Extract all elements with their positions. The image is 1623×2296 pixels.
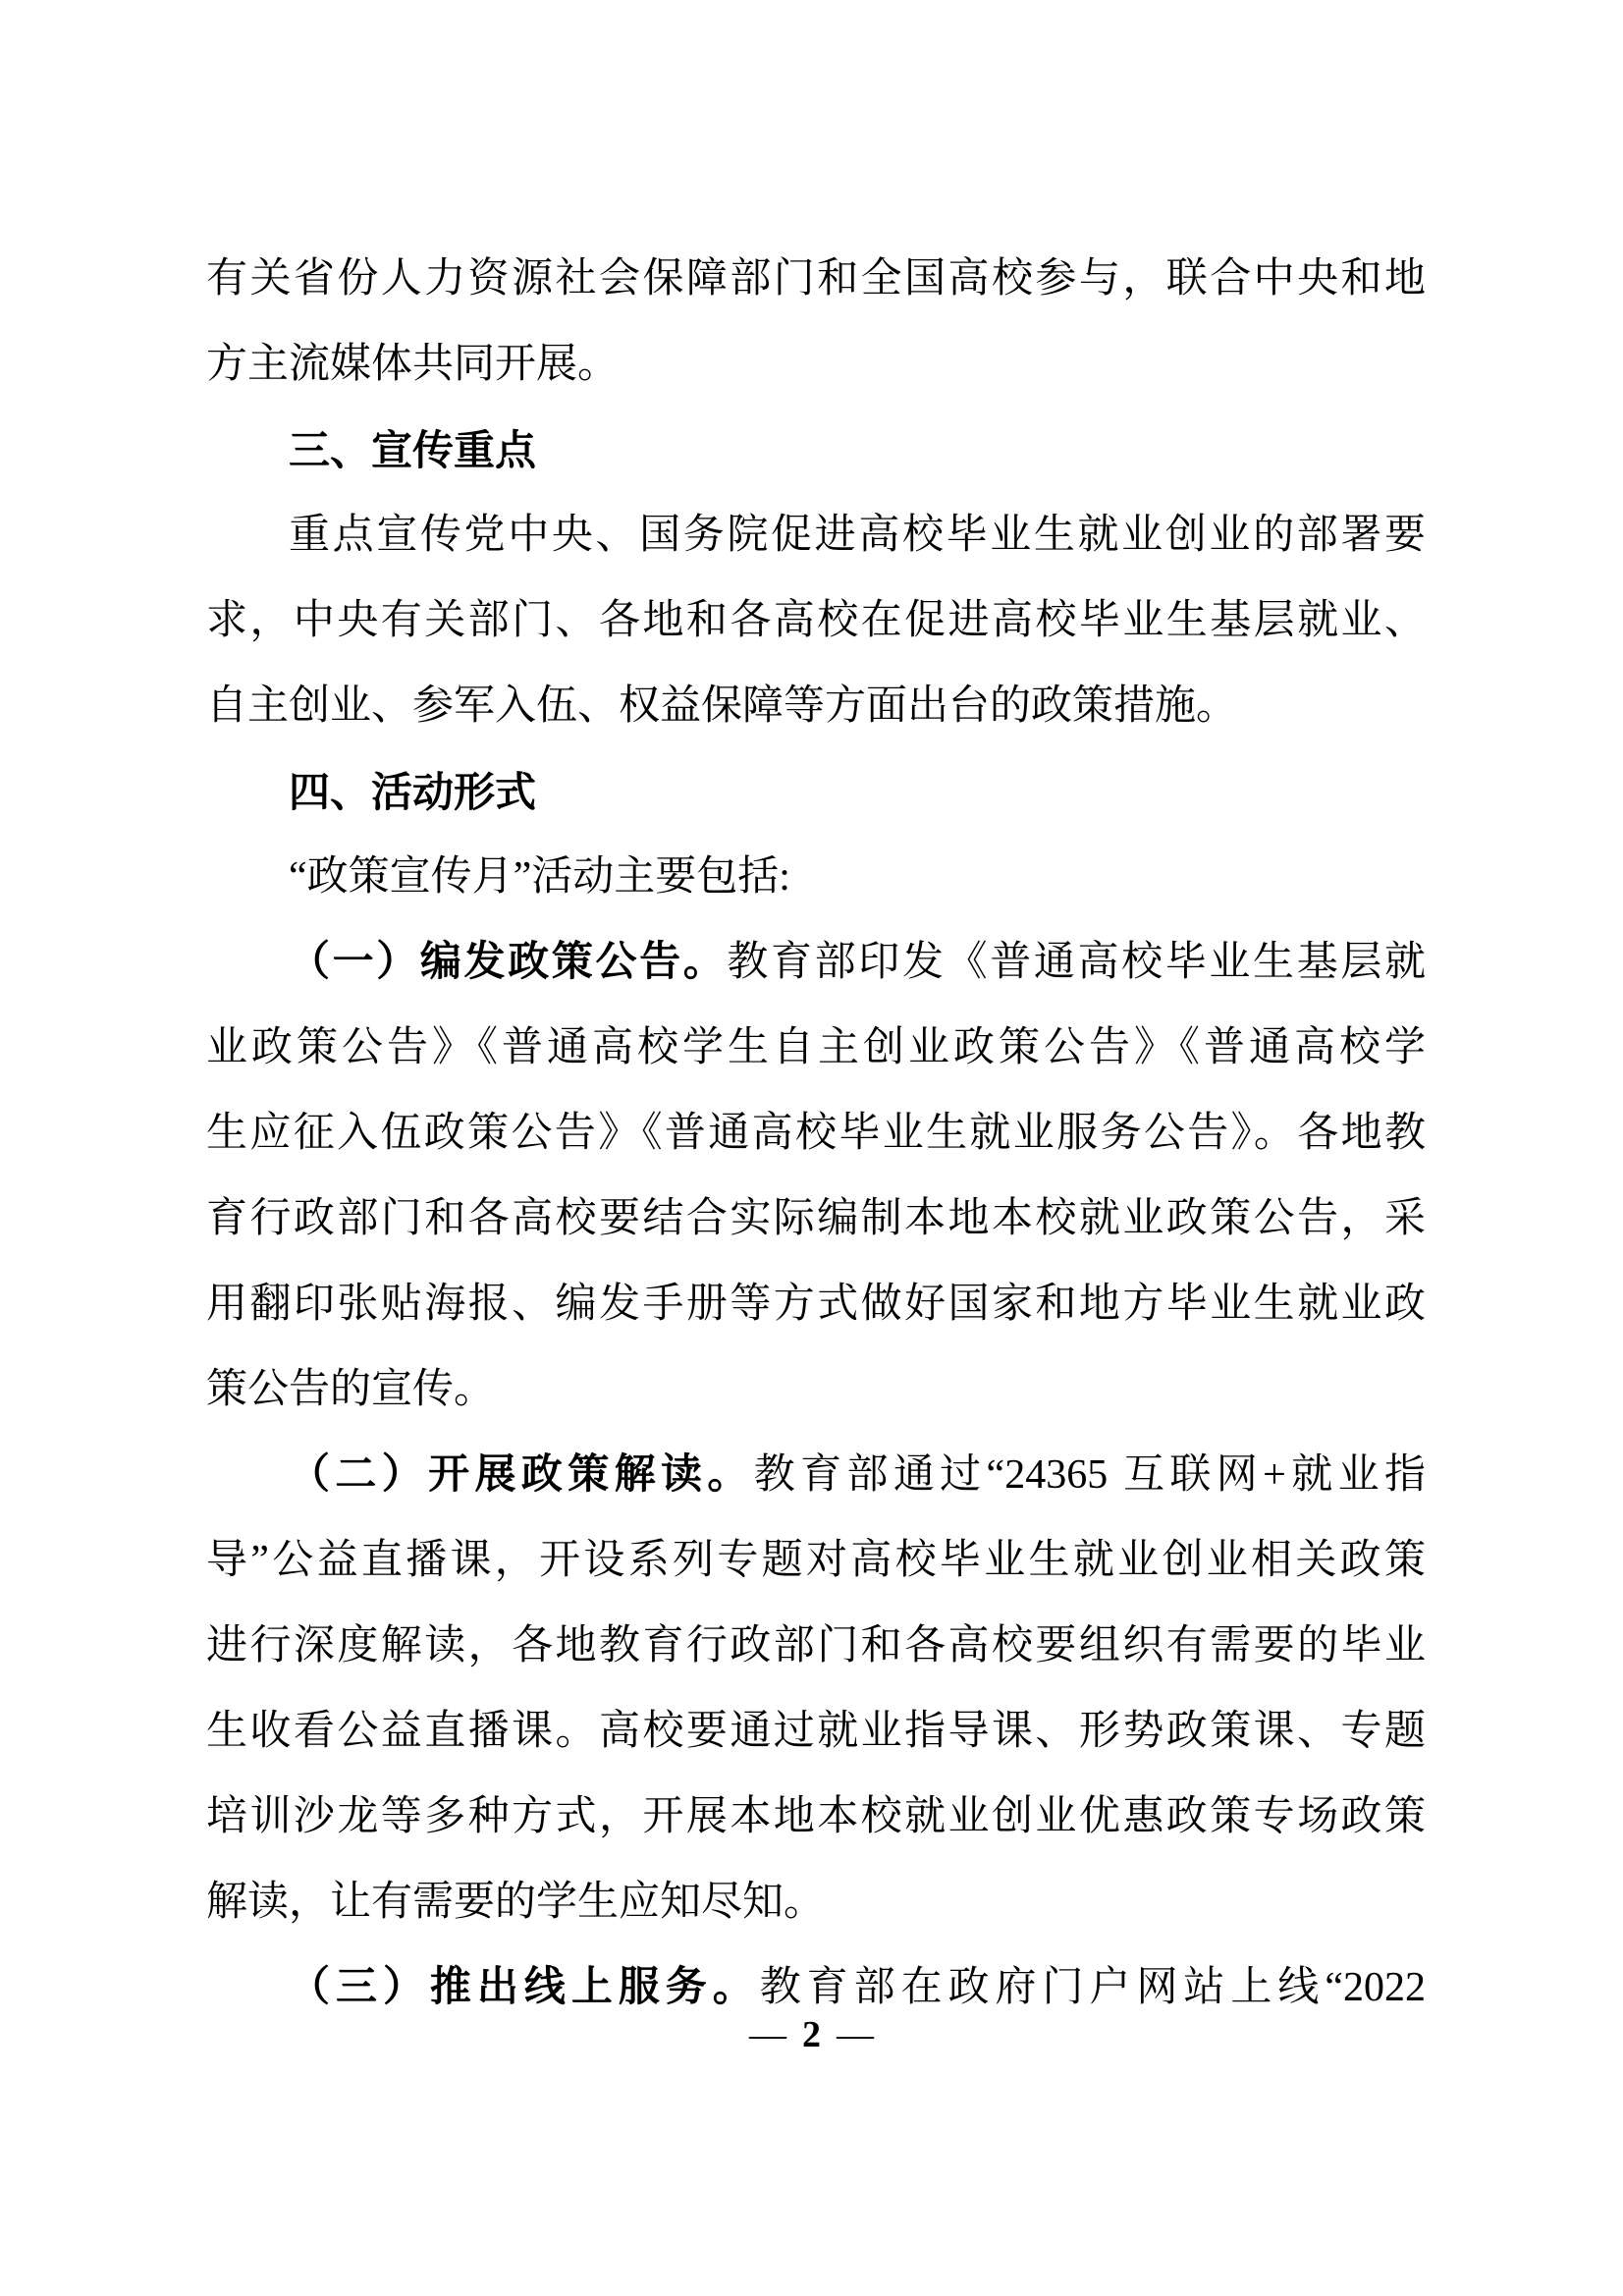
text-line (206, 1091, 1426, 1176)
text-line (206, 1262, 1426, 1347)
line-text: 有关省份人力资源社会保障部门和全国高校参与，联合中央和地 (206, 256, 1426, 301)
text-line (206, 1860, 1426, 1945)
line-text: 三、宣传重点 (289, 427, 537, 473)
line-text: 导”公益直播课，开设系列专题对高校毕业生就业创业相关政策 (206, 1538, 1426, 1583)
text-line (206, 322, 1426, 408)
paragraph-lead: （三）推出线上服务。 (289, 1965, 760, 2010)
text-line (206, 493, 1426, 578)
line-text: 进行深度解读，各地教育行政部门和各高校要组织有需要的毕业 (206, 1623, 1426, 1668)
text-line (206, 1518, 1426, 1604)
line-text: 教育部印发《普通高校毕业生基层就 (727, 940, 1426, 985)
line-text: 求，中央有关部门、各地和各高校在促进高校毕业生基层就业、 (206, 598, 1426, 643)
line-text: 用翻印张贴海报、编发手册等方式做好国家和地方毕业生就业政 (206, 1282, 1426, 1327)
text-line (206, 1006, 1426, 1091)
paragraph-lead: （一）编发政策公告。 (289, 940, 728, 985)
text-line (206, 237, 1426, 322)
text-line (206, 749, 1426, 835)
paragraph-lead: （二）开展政策解读。 (289, 1452, 754, 1498)
text-line (206, 1347, 1426, 1433)
line-text: 策公告的宣传。 (206, 1367, 496, 1412)
text-line (206, 578, 1426, 664)
line-text: 生收看公益直播课。高校要通过就业指导课、形势政策课、专题 (206, 1709, 1426, 1754)
line-text: 解读，让有需要的学生应知尽知。 (206, 1880, 826, 1925)
page-footer (0, 2013, 1623, 2056)
text-line (206, 664, 1426, 749)
text-line (206, 408, 1426, 493)
text-line (206, 1433, 1426, 1518)
line-text: 培训沙龙等多种方式，开展本地本校就业创业优惠政策专场政策 (206, 1794, 1426, 1839)
line-text: “政策宣传月”活动主要包括: (289, 854, 790, 900)
line-text: 生应征入伍政策公告》《普通高校毕业生就业服务公告》。各地教 (206, 1111, 1426, 1156)
line-text: 四、活动形式 (289, 769, 537, 815)
line-text: 自主创业、参军入伍、权益保障等方面出台的政策措施。 (206, 683, 1238, 729)
line-text: 教育部在政府门户网站上线“2022 (759, 1965, 1426, 2010)
line-text: 方主流媒体共同开展。 (206, 342, 620, 387)
text-line (206, 920, 1426, 1006)
line-text: 重点宣传党中央、国务院促进高校毕业生就业创业的部署要 (289, 513, 1426, 558)
footer-dash-right: — (837, 2014, 874, 2055)
line-text: 业政策公告》《普通高校学生自主创业政策公告》《普通高校学 (206, 1025, 1426, 1070)
text-line (206, 1775, 1426, 1860)
text-line (206, 1604, 1426, 1689)
footer-dash-left: — (749, 2014, 786, 2055)
text-line (206, 835, 1426, 920)
text-line (206, 1689, 1426, 1775)
line-text: 教育部通过“24365 互联网+就业指 (753, 1452, 1426, 1498)
text-line (206, 1176, 1426, 1262)
text-column (206, 237, 1426, 2031)
page-number: 2 (802, 2014, 821, 2055)
line-text: 育行政部门和各高校要结合实际编制本地本校就业政策公告，采 (206, 1196, 1426, 1241)
